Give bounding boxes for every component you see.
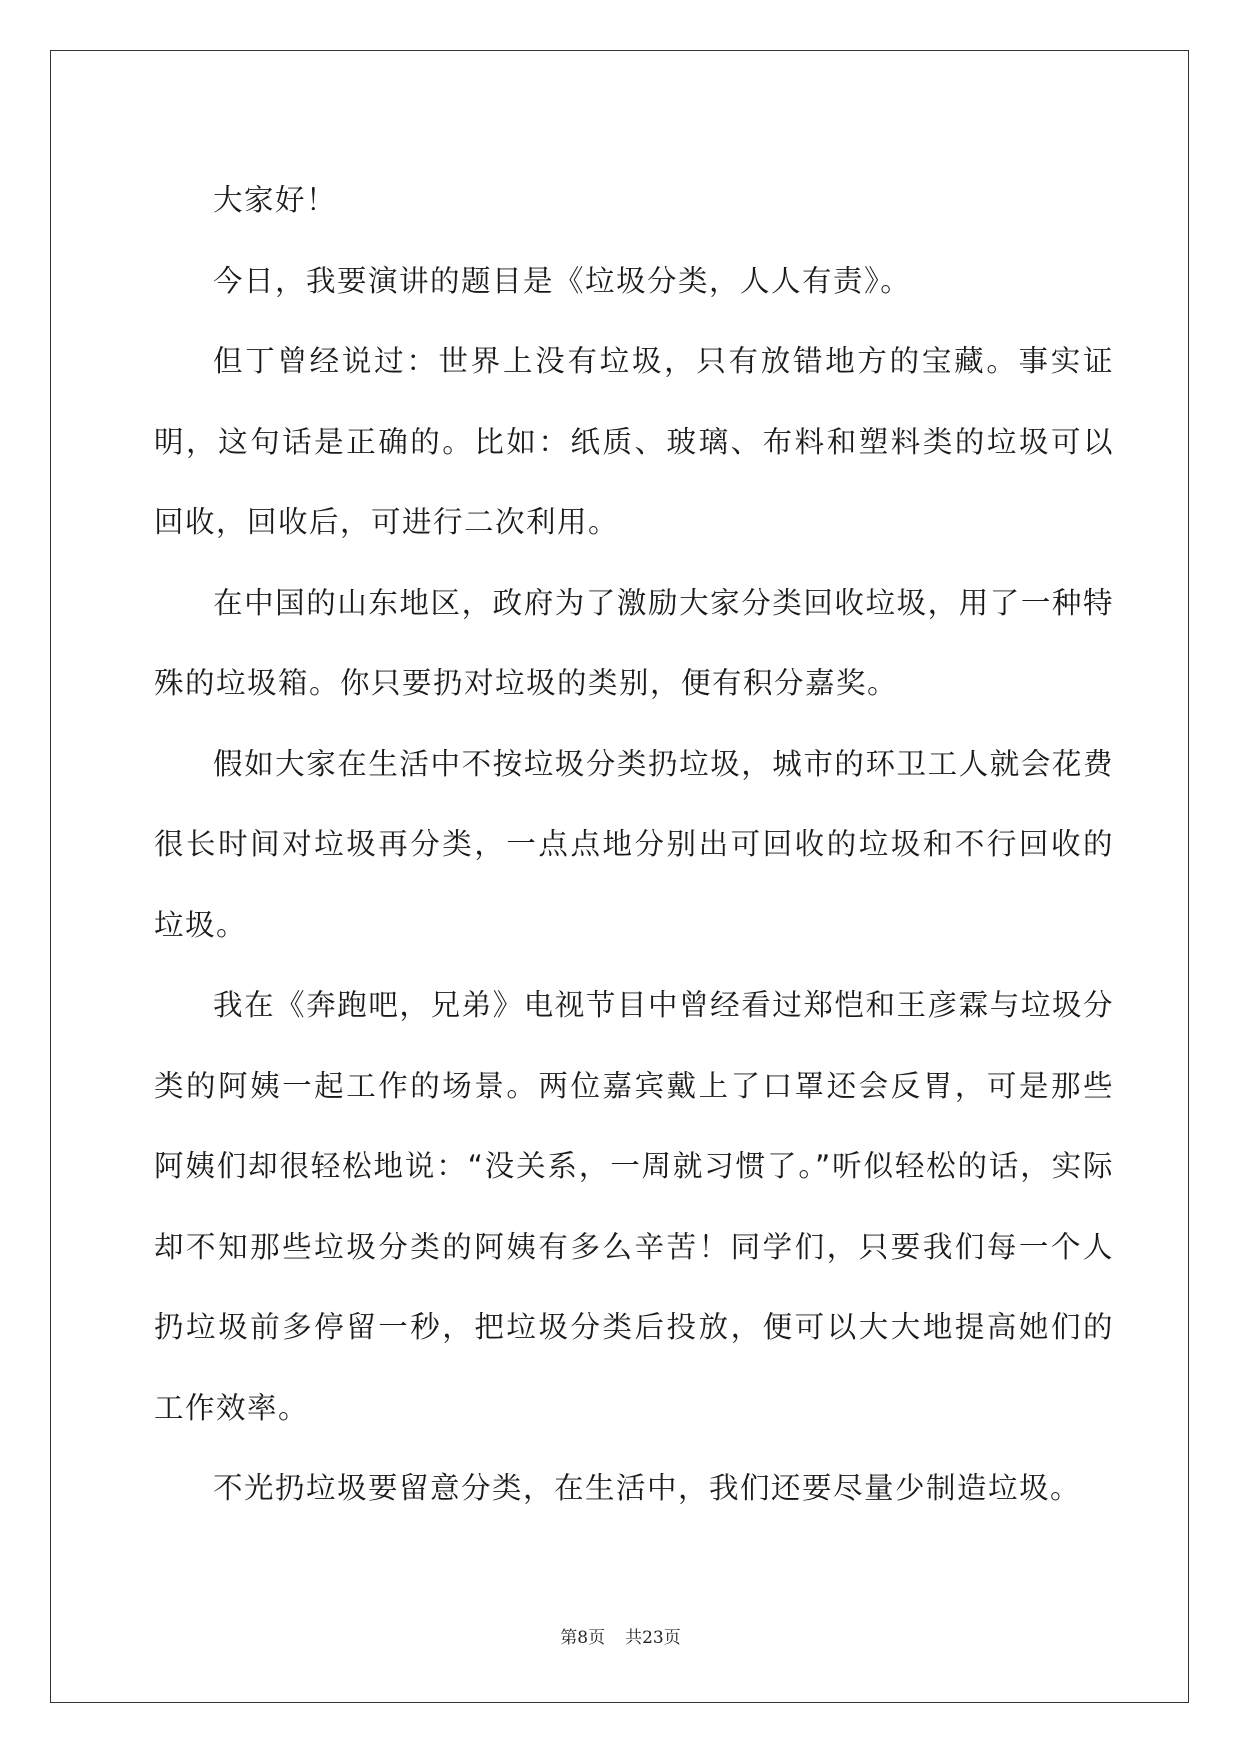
- paragraph-topic: 今日，我要演讲的题目是《垃圾分类，人人有责》。: [213, 263, 912, 298]
- document-body: [154, 160, 1114, 1529]
- paragraph-dante-quote: 但丁曾经说过：世界上没有垃圾，只有放错地方的宝藏。事实证明，这句话是正确的。比如：纸质、玻璃、布料和塑料类的垃圾可以回收，回收后，可进行二次利用。: [154, 344, 1114, 539]
- paragraph-greeting: 大家好！: [213, 183, 338, 217]
- paragraph-shandong: 在中国的山东地区，政府为了激励大家分类回收垃圾，用了一种特殊的垃圾箱。你只要扔对垃圾的类别，便有积分嘉奖。: [154, 585, 1114, 700]
- page-number: 第8页: [560, 1628, 606, 1648]
- paragraph-sanitation-workers: 假如大家在生活中不按垃圾分类扔垃圾，城市的环卫工人就会花费很长时间对垃圾再分类，一点点地分别出可回收的垃圾和不行回收的垃圾。: [154, 746, 1114, 942]
- page-total: 共23页: [625, 1628, 681, 1648]
- paragraph-tv-show: 我在《奔跑吧，兄弟》电视节目中曾经看过郑恺和王彦霖与垃圾分类的阿姨一起工作的场景。两位嘉宾戴上了口罩还会反胃，可是那些阿姨们却很轻松地说：“没关系，一周就习惯了。”听似轻松的话，实际却不知那些垃圾分类的阿姨有多么辛苦！同学们，只要我们每一个人扔垃圾前多停留一秒，把垃圾分类后投放，便可以大大地提高她们的工作效率。: [154, 988, 1114, 1425]
- page-footer: [0, 1623, 1241, 1648]
- paragraph-reduce-waste: 不光扔垃圾要留意分类，在生活中，我们还要尽量少制造垃圾。: [213, 1471, 1082, 1505]
